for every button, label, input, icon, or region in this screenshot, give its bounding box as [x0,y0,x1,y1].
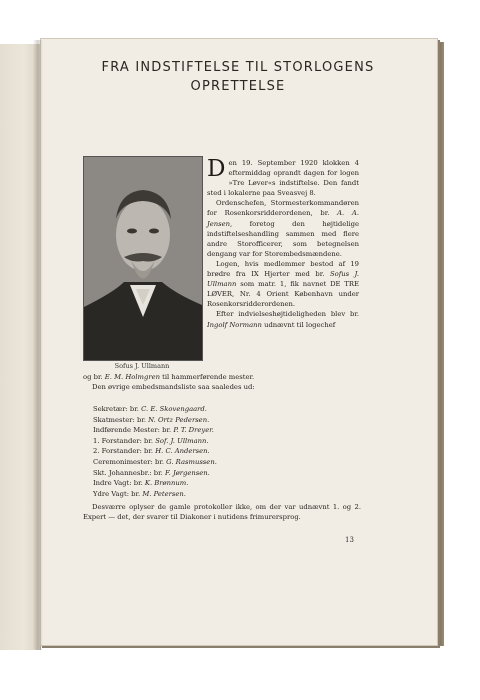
spine-shadow [33,40,43,650]
officer-role: 2. Forstander: br. [93,447,156,456]
photo-caption: Sofus J. Ullmann [114,362,170,370]
paragraph-4-text-c: og br. [83,373,105,381]
officer-item [93,446,353,457]
officer-role: Skatmester: br. [93,415,149,424]
officer-item [93,425,353,436]
book [0,38,446,648]
officer-list [93,404,353,499]
paragraph-6: Desværre oplyser de gamle protokoller ikke, om der var udnævnt 1. og 2. Expert — det, der svarer til Diakoner i nutidens frimurersprog. [83,503,361,522]
officer-name: G. Rasmussen. [166,457,217,466]
page-number: 13 [345,536,354,544]
officer-item [93,489,353,500]
paragraph-2 [207,198,359,259]
officer-name: F. Jørgensen. [164,468,210,477]
intro-column [207,158,359,330]
officer-item [93,415,353,426]
officer-name: Sof. J. Ullmann. [155,436,209,445]
officer-name: K. Brønnum. [144,479,189,488]
drop-cap: D [207,156,226,182]
officer-name: H. C. Andersen. [155,447,210,456]
paragraph-4 [207,309,359,329]
chapter-title-line-2: OPRETTELSE [190,79,286,94]
officer-role: Indre Vagt: br. [93,479,145,488]
officer-item [93,468,353,479]
paragraph-3 [207,259,359,309]
officer-role: 1. Forstander: br. [93,436,156,445]
paragraph-2-text-b: , foretog den højtidelige indstiftelseshandling sammen med flere andre Storofficerer, som betegnelsen dengang var for Storembedsmændene. [207,219,359,258]
paragraph-4-text-b: udnævnt til logechef [261,320,336,329]
paragraph-2-name: A. A. Jensen [207,209,359,228]
paragraph-5: Den øvrige embedsmandsliste saa saaledes ud: [92,383,255,392]
officer-item [93,478,353,489]
chapter-title-line-1: FRA INDSTIFTELSE TIL STORLOGENS [101,60,375,75]
officer-role: Ydre Vagt: br. [93,489,143,498]
portrait-illustration [84,157,202,360]
officer-name: C. E. Skovengaard. [141,405,207,413]
officer-name: N. Ortz Pedersen. [148,415,210,424]
paragraph-4-text-d: til hammerførende mester. [159,373,255,381]
paragraph-1: en 19. September 1920 klokken 4 eftermiddag oprandt dagen for logen »Tre Løver«s indstiftelse. Den fandt sted i lokalerne paa Sveasvej 8. [207,159,359,198]
officer-role: Skt. Johannesbr.: br. [93,468,165,477]
paragraph-3-name: Sofus J. Ullmann [207,270,360,289]
paragraph-3-text-a: Logen, hvis medlemmer bestod af 19 brødre fra IX Hjerter med br. [207,259,359,279]
officer-name: M. Petersen. [142,489,186,498]
officer-role: Sekretær: br. [93,405,142,413]
officer-item [93,404,353,415]
officer-item [93,436,353,447]
officer-item [93,457,353,468]
officer-role: Indførende Mester: br. [93,426,174,435]
paragraph-4-text-a: Efter indvielseshøjtideligheden blev br. [216,310,359,319]
chapter-title [40,58,436,96]
paragraph-2-text-a: Ordenschefen, Stormesterkommandøren for Rosenkorsridderordenen, br. [207,199,359,218]
paragraph-4-continuation [83,372,361,392]
paragraph-4-name-2: E. M. Holmgren [104,373,160,381]
portrait-photo [83,156,203,361]
officer-name: P. T. Dreyer. [173,426,214,435]
officer-role: Ceremonimester: br. [93,457,167,466]
paragraph-3-text-b: som matr. 1, fik navnet DE TRE LØVER, Nr. 4 Orient København under Rosenkorsridderordenen. [207,280,359,309]
paragraph-4-name: Ingolf Normann [207,320,262,329]
